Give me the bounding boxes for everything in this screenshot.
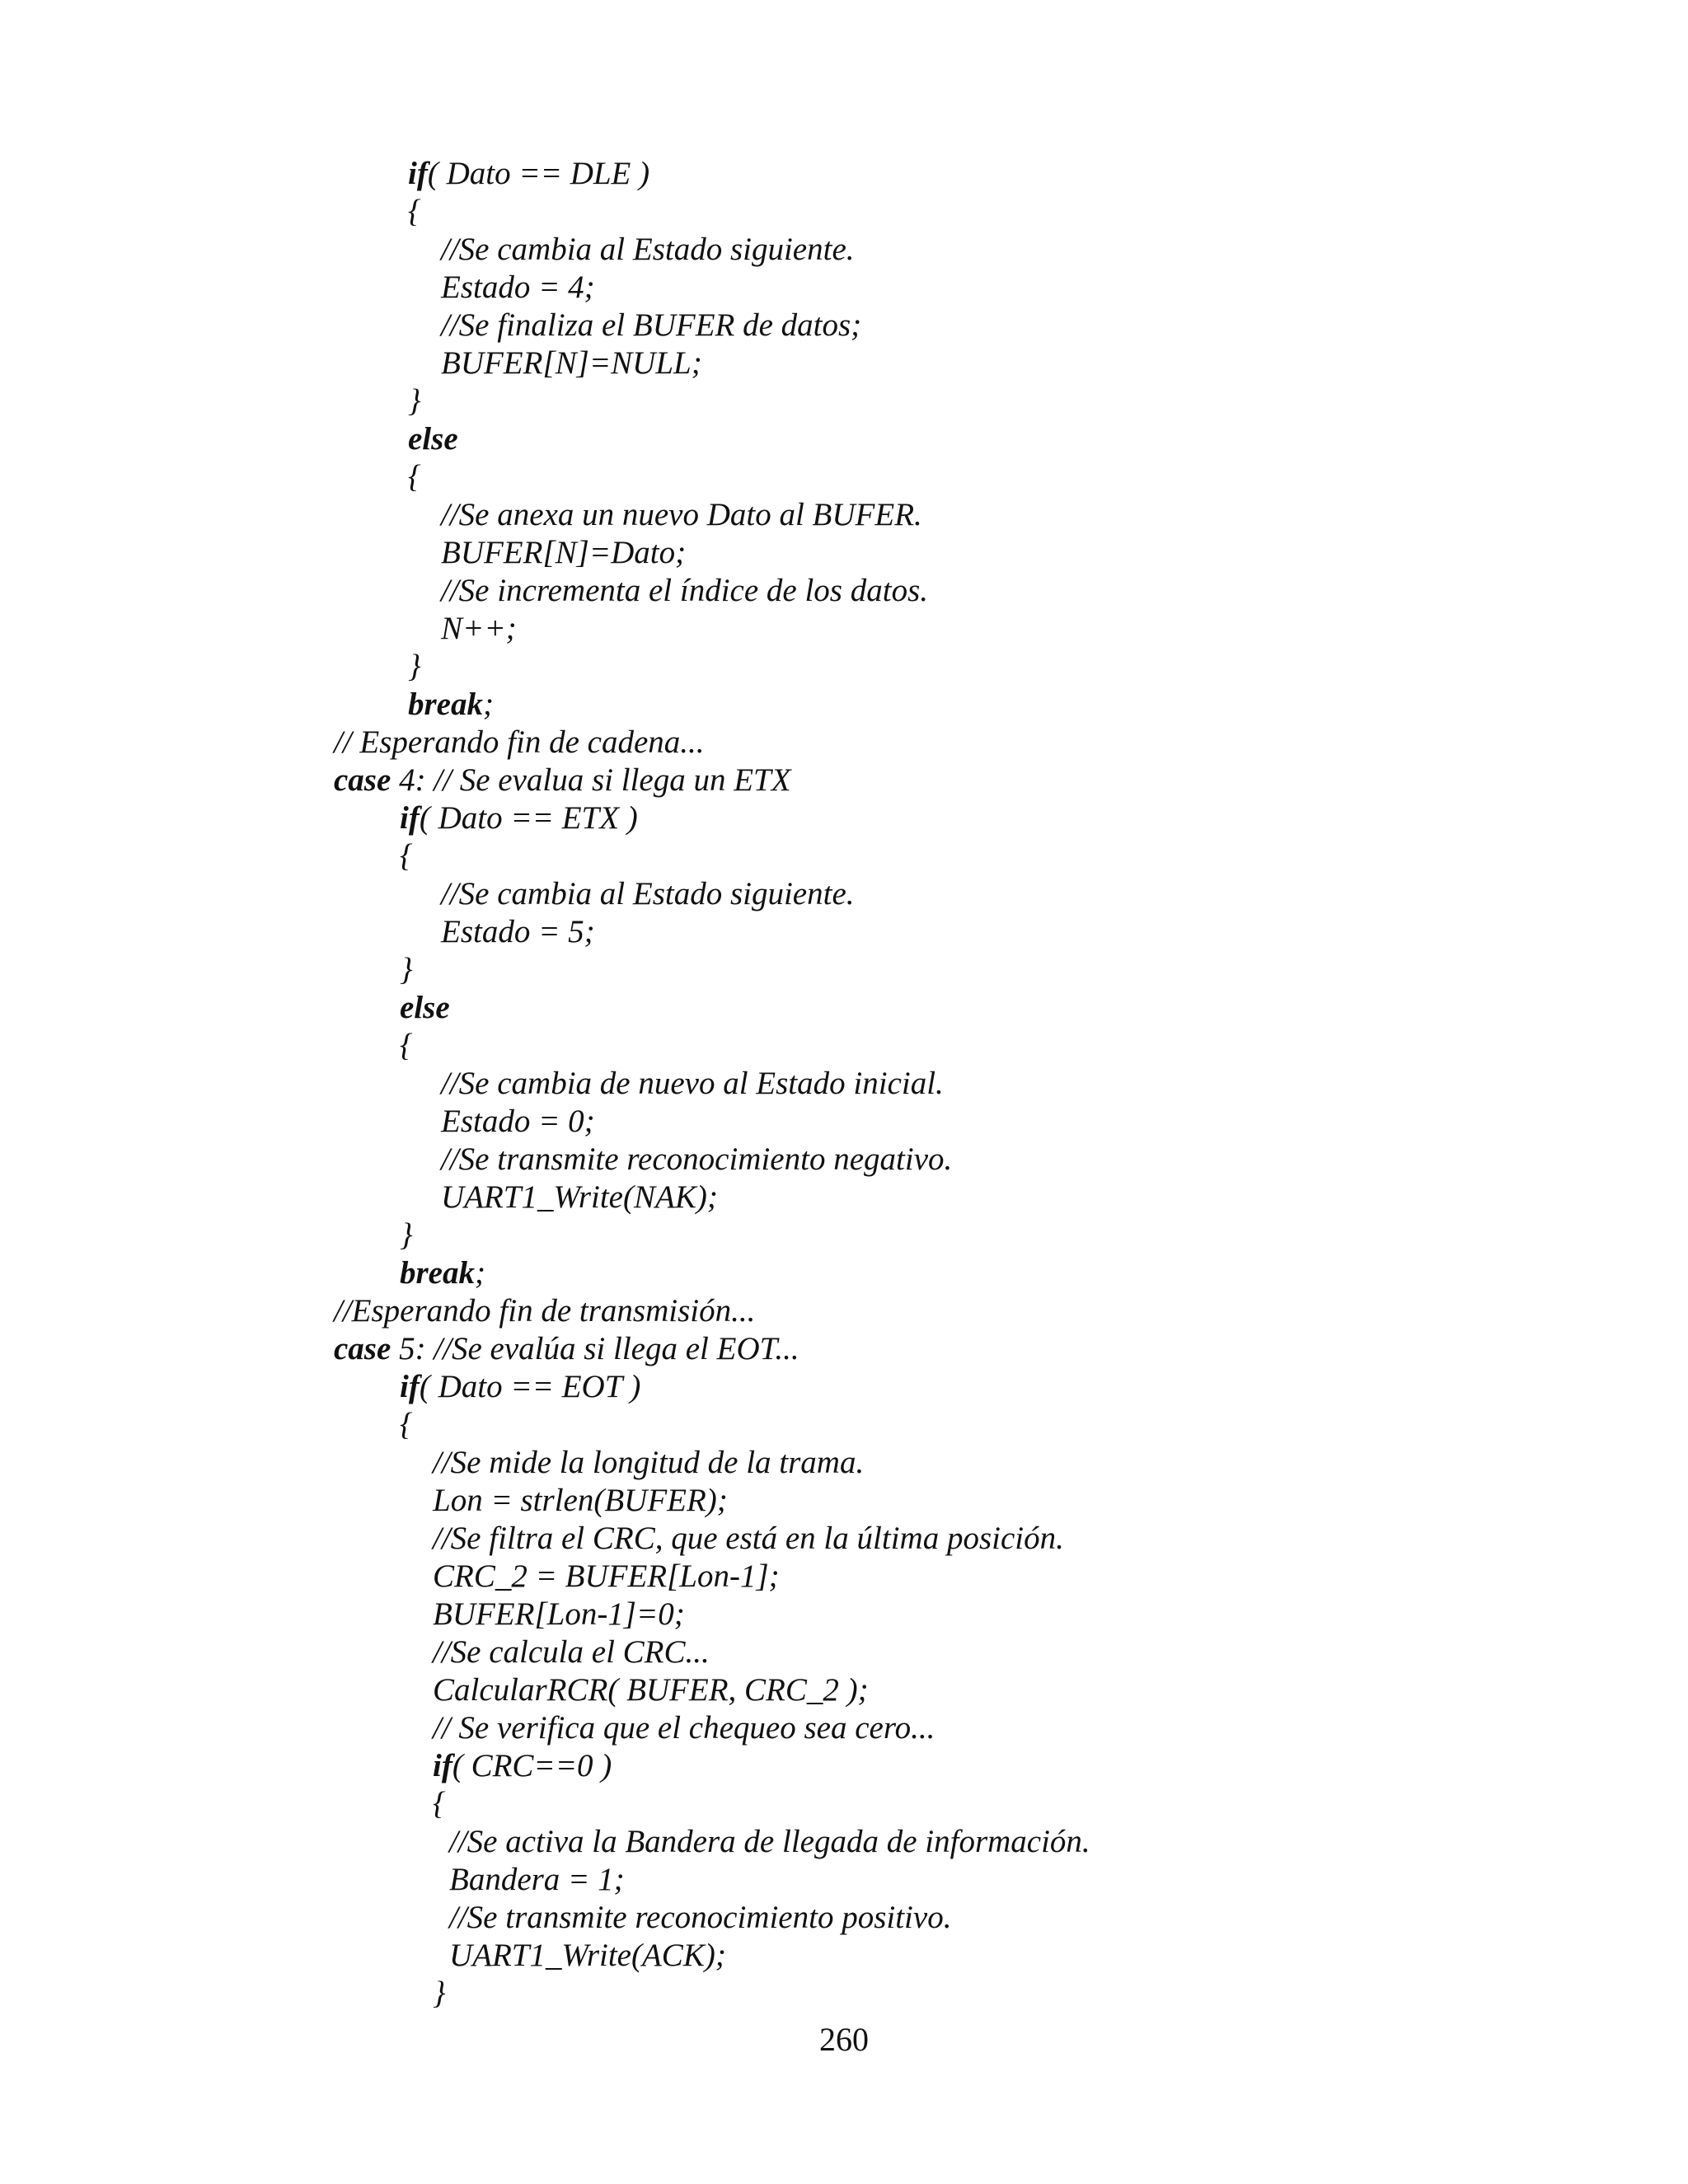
code-keyword: if	[400, 800, 420, 836]
code-line	[441, 1103, 595, 1141]
code-text: ( Dato == ETX )	[419, 800, 638, 836]
code-text: //Se anexa un nuevo Dato al BUFER.	[441, 497, 922, 532]
code-line	[400, 1027, 413, 1065]
code-comment	[441, 1065, 944, 1103]
code-text: BUFER[N]=Dato;	[441, 535, 687, 570]
code-text: //Se transmite reconocimiento positivo.	[449, 1900, 952, 1935]
code-text: N++;	[441, 611, 517, 646]
code-line	[400, 1406, 413, 1444]
code-keyword: break	[400, 1255, 475, 1291]
code-keyword: if	[408, 156, 428, 191]
code-line	[400, 799, 638, 837]
code-comment	[334, 724, 705, 762]
code-text: //Esperando fin de transmisión...	[334, 1293, 756, 1329]
code-line	[449, 1861, 625, 1899]
code-text: {	[408, 194, 421, 229]
code-text: Estado = 4;	[441, 269, 595, 305]
code-text: //Se cambia al Estado siguiente.	[441, 232, 855, 267]
code-line	[408, 686, 494, 724]
code-comment	[441, 1141, 952, 1179]
code-text: // Esperando fin de cadena...	[334, 724, 705, 760]
code-line	[433, 1671, 869, 1709]
code-line	[449, 1937, 726, 1975]
code-line	[408, 155, 649, 193]
code-line	[433, 1482, 728, 1520]
code-line	[433, 1785, 446, 1823]
code-text: }	[408, 649, 421, 684]
code-keyword: case	[334, 762, 392, 798]
code-line	[400, 989, 450, 1027]
code-text: ( CRC==0 )	[452, 1748, 612, 1783]
code-text: CRC_2 = BUFER[Lon-1];	[433, 1558, 780, 1594]
code-comment	[433, 1709, 935, 1747]
code-text: ( Dato == EOT )	[419, 1369, 641, 1404]
code-text: }	[400, 952, 413, 987]
code-text: 4: // Se evalua si llega un ETX	[391, 762, 791, 798]
code-text: {	[400, 1407, 413, 1442]
code-text: ;	[483, 687, 494, 722]
code-text: //Se finaliza el BUFER de datos;	[441, 307, 862, 343]
code-line	[400, 951, 413, 989]
code-text: {	[433, 1786, 446, 1821]
code-text: // Se verifica que el chequeo sea cero...	[433, 1710, 935, 1746]
code-text: }	[400, 1217, 413, 1253]
code-text: //Se mide la longitud de la trama.	[433, 1445, 865, 1480]
code-line	[408, 648, 421, 686]
code-keyword: if	[400, 1369, 420, 1404]
code-comment	[334, 1292, 755, 1330]
code-line	[441, 1179, 718, 1216]
code-line	[433, 1596, 685, 1633]
code-text: UART1_Write(NAK);	[441, 1179, 718, 1215]
code-line	[441, 344, 702, 382]
code-line	[400, 1368, 640, 1406]
code-keyword: case	[334, 1331, 392, 1366]
code-text: //Se cambia al Estado siguiente.	[441, 876, 855, 912]
code-text: ( Dato == DLE )	[427, 156, 650, 191]
page-number: 260	[819, 2021, 869, 2058]
code-line	[334, 762, 791, 799]
code-text: BUFER[N]=NULL;	[441, 345, 702, 381]
code-text: //Se filtra el CRC, que está en la última posición.	[433, 1521, 1064, 1556]
code-keyword: if	[433, 1748, 452, 1783]
code-text: Bandera = 1;	[449, 1862, 625, 1897]
code-comment	[433, 1633, 710, 1671]
code-line	[334, 1330, 799, 1368]
code-line	[441, 610, 517, 648]
code-text: BUFER[Lon-1]=0;	[433, 1596, 685, 1632]
code-line	[433, 1747, 612, 1785]
code-comment	[449, 1823, 1090, 1861]
code-line	[400, 837, 413, 875]
code-keyword: break	[408, 687, 483, 722]
code-comment	[441, 231, 855, 269]
code-line	[408, 420, 458, 458]
code-text: CalcularRCR( BUFER, CRC_2 );	[433, 1672, 869, 1708]
code-text: //Se cambia de nuevo al Estado inicial.	[441, 1066, 944, 1101]
code-comment	[449, 1899, 951, 1937]
code-text: }	[408, 383, 421, 419]
code-text: {	[400, 838, 413, 874]
code-text: 5: //Se evalúa si llega el EOT...	[391, 1331, 799, 1366]
code-text: ;	[475, 1255, 485, 1291]
code-text: {	[408, 459, 421, 494]
code-line	[408, 458, 421, 496]
code-line	[441, 534, 686, 572]
code-line	[433, 1975, 446, 2013]
code-text: Estado = 0;	[441, 1104, 595, 1139]
code-line	[433, 1558, 780, 1596]
code-text: //Se calcula el CRC...	[433, 1634, 710, 1670]
code-comment	[441, 572, 928, 610]
code-comment	[441, 496, 922, 534]
code-line	[400, 1216, 413, 1254]
code-text: {	[400, 1028, 413, 1063]
code-text: UART1_Write(ACK);	[449, 1938, 726, 1973]
code-line	[408, 382, 421, 420]
code-text: //Se incrementa el índice de los datos.	[441, 573, 928, 608]
code-text: //Se transmite reconocimiento negativo.	[441, 1141, 953, 1177]
code-text: //Se activa la Bandera de llegada de información.	[449, 1824, 1090, 1859]
code-keyword: else	[400, 990, 450, 1025]
code-keyword: else	[408, 421, 458, 457]
code-comment	[441, 307, 861, 344]
code-comment	[433, 1444, 864, 1482]
code-comment	[441, 875, 855, 913]
code-line	[400, 1254, 485, 1292]
code-line	[441, 913, 595, 951]
code-line	[408, 193, 421, 231]
code-text: Lon = strlen(BUFER);	[433, 1483, 728, 1518]
code-text: Estado = 5;	[441, 914, 595, 949]
code-text: }	[433, 1975, 446, 2011]
code-comment	[433, 1520, 1064, 1558]
code-line	[441, 269, 595, 307]
